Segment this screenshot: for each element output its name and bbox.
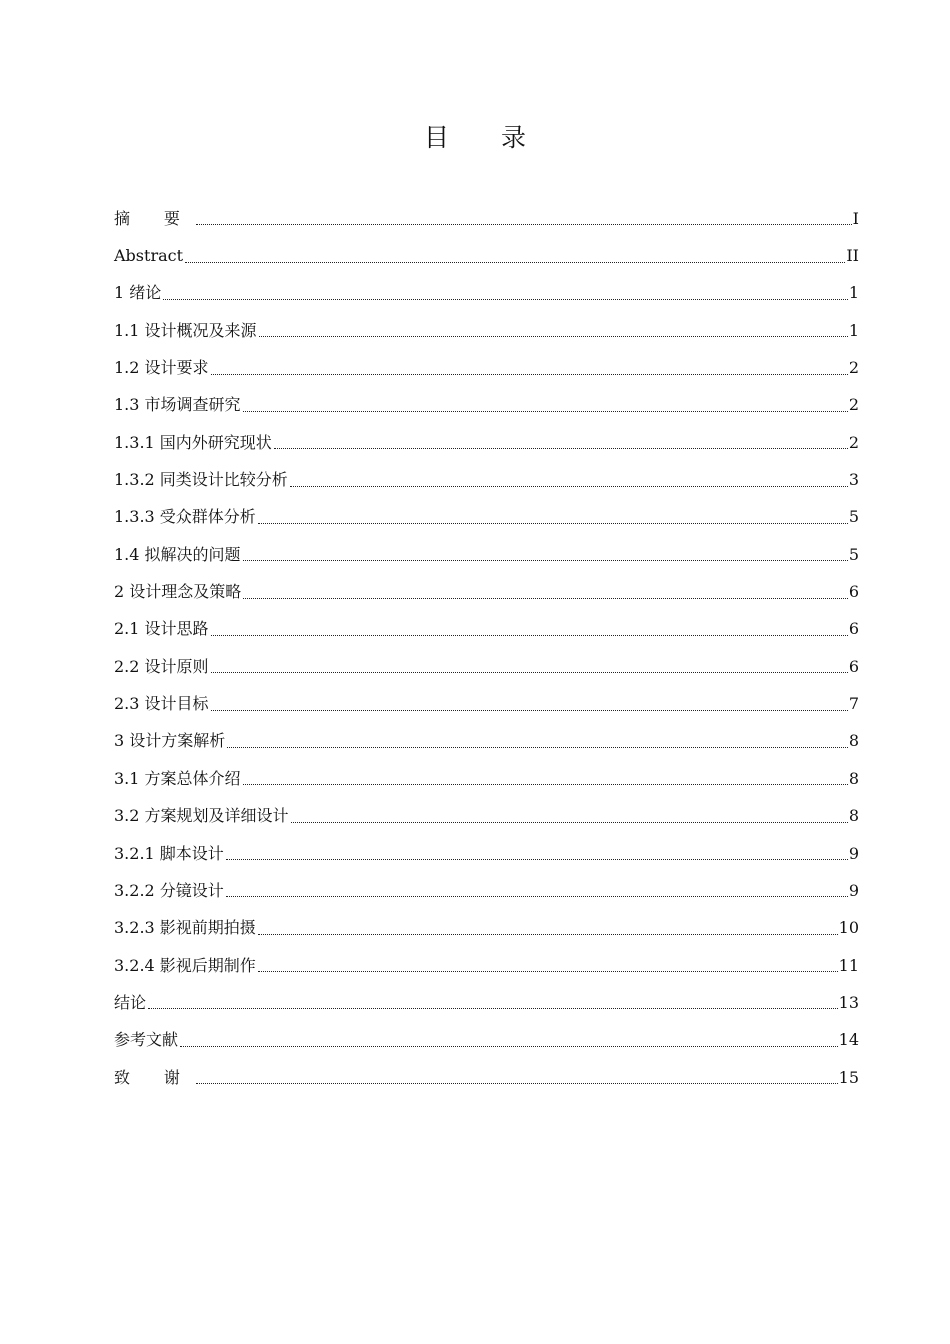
toc-entry-title: 摘 要: [114, 208, 195, 228]
toc-entry-title: Abstract: [114, 246, 184, 266]
toc-entry-page-number: 9: [848, 880, 859, 900]
toc-entry-page-number: II: [846, 246, 859, 266]
dot-leader: [290, 470, 848, 487]
toc-entry[interactable]: [114, 387, 859, 424]
toc-entry-page-number: 1: [848, 283, 859, 303]
toc-entry[interactable]: [114, 910, 859, 947]
toc-entry[interactable]: [114, 648, 859, 685]
toc-entry-title: 参考文献: [114, 1030, 179, 1050]
toc-entry[interactable]: [114, 835, 859, 872]
toc-entry-title: 3.2.3 影视前期拍摄: [114, 918, 256, 938]
toc-entry[interactable]: [114, 760, 859, 797]
toc-entry-page-number: 3: [848, 470, 859, 490]
dot-leader: [180, 1030, 838, 1047]
dot-leader: [243, 395, 848, 412]
toc-entry[interactable]: [114, 984, 859, 1021]
toc-entry-page-number: 14: [838, 1030, 859, 1050]
toc-entry[interactable]: [114, 1022, 859, 1059]
dot-leader: [211, 358, 848, 375]
toc-entry[interactable]: [114, 275, 859, 312]
dot-leader: [258, 955, 838, 972]
dot-leader: [163, 283, 848, 300]
dot-leader: [148, 992, 838, 1009]
toc-entry-page-number: 2: [848, 395, 859, 415]
toc-entry[interactable]: [114, 947, 859, 984]
toc-entry-title: 3 设计方案解析: [114, 731, 226, 751]
dot-leader: [243, 582, 848, 599]
toc-entry[interactable]: [114, 798, 859, 835]
toc-entry-page-number: 15: [838, 1067, 859, 1087]
dot-leader: [196, 1067, 837, 1084]
toc-entry[interactable]: [114, 723, 859, 760]
toc-entry-title: 3.2 方案规划及详细设计: [114, 806, 289, 826]
toc-entry-page-number: 13: [838, 992, 859, 1012]
toc-entry[interactable]: [114, 1059, 859, 1096]
toc-entry-title: 3.2.1 脚本设计: [114, 843, 224, 863]
dot-leader: [196, 208, 851, 225]
toc-entry-title: 3.2.2 分镜设计: [114, 880, 224, 900]
toc-entry-page-number: 7: [848, 694, 859, 714]
toc-entry-page-number: 11: [838, 955, 859, 975]
toc-entry-title: 2.2 设计原则: [114, 656, 209, 676]
toc-entry-title: 1.1 设计概况及来源: [114, 320, 257, 340]
toc-entry[interactable]: [114, 349, 859, 386]
toc-entry[interactable]: [114, 424, 859, 461]
toc-entry-page-number: 8: [848, 768, 859, 788]
toc-entry-page-number: 8: [848, 731, 859, 751]
dot-leader: [227, 731, 848, 748]
toc-entry[interactable]: [114, 461, 859, 498]
toc-entry-title: 1.3 市场调查研究: [114, 395, 241, 415]
toc-entry[interactable]: [114, 685, 859, 722]
toc-entry-title: 3.1 方案总体介绍: [114, 768, 241, 788]
toc-entry-title: 1.3.2 同类设计比较分析: [114, 470, 288, 490]
toc-entry-title: 2.3 设计目标: [114, 694, 209, 714]
toc-entry-page-number: 5: [848, 507, 859, 527]
dot-leader: [226, 843, 848, 860]
toc-entry[interactable]: [114, 872, 859, 909]
toc-entry[interactable]: [114, 573, 859, 610]
dot-leader: [211, 656, 848, 673]
toc-entry-title: 2.1 设计思路: [114, 619, 209, 639]
toc-entry-page-number: I: [852, 208, 859, 228]
toc-entry-page-number: 6: [848, 582, 859, 602]
dot-leader: [211, 694, 848, 711]
dot-leader: [243, 768, 848, 785]
toc-entry[interactable]: [114, 536, 859, 573]
dot-leader: [226, 880, 848, 897]
dot-leader: [291, 806, 848, 823]
toc-entry-page-number: 9: [848, 843, 859, 863]
toc-entry-title: 1.2 设计要求: [114, 358, 209, 378]
toc-entry-page-number: 8: [848, 806, 859, 826]
toc-entry-title: 1.3.3 受众群体分析: [114, 507, 256, 527]
dot-leader: [259, 320, 848, 337]
toc-entry-page-number: 6: [848, 619, 859, 639]
toc-entry-title: 1.3.1 国内外研究现状: [114, 432, 272, 452]
toc-entry[interactable]: [114, 237, 859, 274]
toc-entry-page-number: 6: [848, 656, 859, 676]
toc-entry-page-number: 5: [848, 544, 859, 564]
toc-entry-title: 致 谢: [114, 1067, 195, 1087]
dot-leader: [211, 619, 848, 636]
toc-entry-page-number: 10: [838, 918, 859, 938]
dot-leader: [243, 544, 848, 561]
toc-entry-page-number: 2: [848, 432, 859, 452]
toc-entry[interactable]: [114, 200, 859, 237]
dot-leader: [185, 246, 845, 263]
page-title: 目 录: [424, 123, 548, 152]
toc-entry-title: 1.4 拟解决的问题: [114, 544, 241, 564]
toc-entry-page-number: 1: [848, 320, 859, 340]
toc-entry[interactable]: [114, 312, 859, 349]
dot-leader: [258, 507, 848, 524]
toc-entry-title: 2 设计理念及策略: [114, 582, 242, 602]
dot-leader: [258, 918, 838, 935]
toc-entry[interactable]: [114, 611, 859, 648]
toc-entry-title: 结论: [114, 992, 147, 1012]
toc-entry-title: 3.2.4 影视后期制作: [114, 955, 256, 975]
toc-entry-page-number: 2: [848, 358, 859, 378]
toc-entry[interactable]: [114, 499, 859, 536]
table-of-contents: [114, 200, 859, 1096]
toc-entry-title: 1 绪论: [114, 283, 162, 303]
dot-leader: [274, 432, 848, 449]
